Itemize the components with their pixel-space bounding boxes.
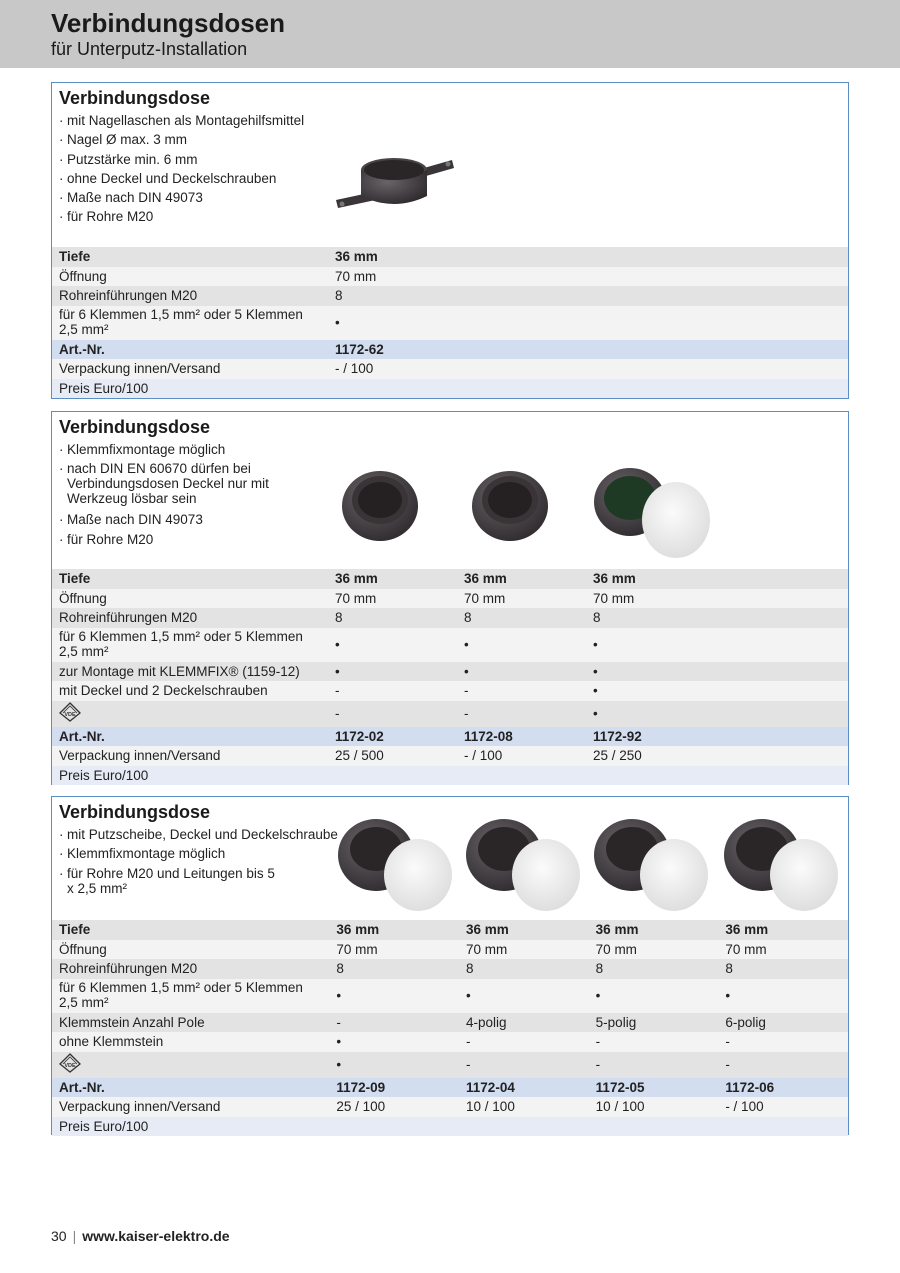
vde-mark-icon: [59, 702, 81, 722]
table-row: - - •: [52, 701, 848, 727]
table-row: Verpackung innen/Versand - / 100: [52, 359, 848, 379]
product-image-1172-06: [722, 815, 840, 913]
table-row: Tiefe 36 mm 36 mm 36 mm: [52, 569, 848, 589]
feature-item: · Klemmfixmontage möglich: [59, 440, 297, 459]
feature-item: · für Rohre M20: [59, 207, 304, 226]
table-row: mit Deckel und 2 Deckelschrauben - - •: [52, 681, 848, 701]
product-image-1172-09: [336, 815, 454, 913]
product-image-nail-box: [332, 148, 457, 223]
feature-list: [59, 440, 297, 549]
table-row: Tiefe 36 mm 36 mm 36 mm 36 mm: [52, 920, 848, 940]
page-title: Verbindungsdosen: [51, 8, 286, 38]
feature-item: · mit Putzscheibe, Deckel und Deckelschraube: [59, 825, 338, 844]
table-row: zur Montage mit KLEMMFIX® (1159-12) • • •: [52, 662, 848, 682]
table-row: Preis Euro/100: [52, 379, 848, 399]
product-section-1: [51, 82, 849, 399]
table-row: für 6 Klemmen 1,5 mm² oder 5 Klemmen 2,5 mm² •: [52, 306, 848, 340]
feature-list: [59, 111, 304, 227]
product-image-1172-02: [340, 464, 420, 544]
table-row: • - - -: [52, 1052, 848, 1078]
spec-table: [52, 569, 848, 785]
product-image-1172-08: [470, 464, 550, 544]
spec-table: [52, 247, 848, 398]
table-row: Art.-Nr. 1172-02 1172-08 1172-92: [52, 727, 848, 747]
table-row: Preis Euro/100: [52, 766, 848, 786]
table-row: ohne Klemmstein • - - -: [52, 1032, 848, 1052]
feature-item: · mit Nagellaschen als Montagehilfsmittel: [59, 111, 304, 130]
page-header: [0, 0, 900, 68]
feature-item: · Nagel Ø max. 3 mm: [59, 130, 304, 149]
product-section-3: [51, 796, 849, 1135]
feature-item: · Klemmfixmontage möglich: [59, 844, 338, 863]
table-row: Art.-Nr. 1172-09 1172-04 1172-05 1172-06: [52, 1078, 848, 1098]
table-row: Klemmstein Anzahl Pole - 4-polig 5-polig 6-polig: [52, 1013, 848, 1033]
feature-list: [59, 825, 338, 900]
section-title: Verbindungsdose: [59, 417, 211, 437]
section-title: Verbindungsdose: [59, 802, 211, 822]
feature-item: · Maße nach DIN 49073: [59, 188, 304, 207]
feature-item: · für Rohre M20: [59, 530, 297, 549]
table-row: Preis Euro/100: [52, 1117, 848, 1137]
table-row: Öffnung 70 mm 70 mm 70 mm 70 mm: [52, 940, 848, 960]
table-row: für 6 Klemmen 1,5 mm² oder 5 Klemmen 2,5 mm² • • •: [52, 628, 848, 662]
table-row: Öffnung 70 mm: [52, 267, 848, 287]
table-row: Verpackung innen/Versand 25 / 500 - / 100 25 / 250: [52, 746, 848, 766]
product-image-1172-92: [592, 462, 712, 560]
feature-item: · ohne Deckel und Deckelschrauben: [59, 169, 304, 188]
product-image-1172-05: [592, 815, 710, 913]
product-section-2: [51, 411, 849, 785]
table-row: Rohreinführungen M20 8 8 8: [52, 608, 848, 628]
page-number: 30: [51, 1228, 67, 1244]
table-row: Verpackung innen/Versand 25 / 100 10 / 100 10 / 100 - / 100: [52, 1097, 848, 1117]
page-subtitle: für Unterputz-Installation: [51, 39, 248, 59]
page-footer: 30 | www.kaiser-elektro.de: [51, 1228, 230, 1244]
feature-item: · Putzstärke min. 6 mm: [59, 150, 304, 169]
table-row: Tiefe 36 mm: [52, 247, 848, 267]
table-row: Rohreinführungen M20 8: [52, 286, 848, 306]
feature-item: · für Rohre M20 und Leitungen bis 5 x 2,5 mm²: [59, 866, 277, 896]
section-title: Verbindungsdose: [59, 88, 211, 108]
website-link[interactable]: www.kaiser-elektro.de: [82, 1228, 230, 1244]
table-row: Öffnung 70 mm 70 mm 70 mm: [52, 589, 848, 609]
table-row: Art.-Nr. 1172-62: [52, 340, 848, 360]
vde-mark-icon: [59, 1053, 81, 1073]
feature-item: · nach DIN EN 60670 dürfen bei Verbindungsdosen Deckel nur mit Werkzeug lösbar sein: [59, 461, 297, 506]
table-row: für 6 Klemmen 1,5 mm² oder 5 Klemmen 2,5 mm² • • • •: [52, 979, 848, 1013]
spec-table: [52, 920, 848, 1136]
feature-item: · Maße nach DIN 49073: [59, 510, 297, 529]
product-image-1172-04: [464, 815, 582, 913]
table-row: Rohreinführungen M20 8 8 8 8: [52, 959, 848, 979]
